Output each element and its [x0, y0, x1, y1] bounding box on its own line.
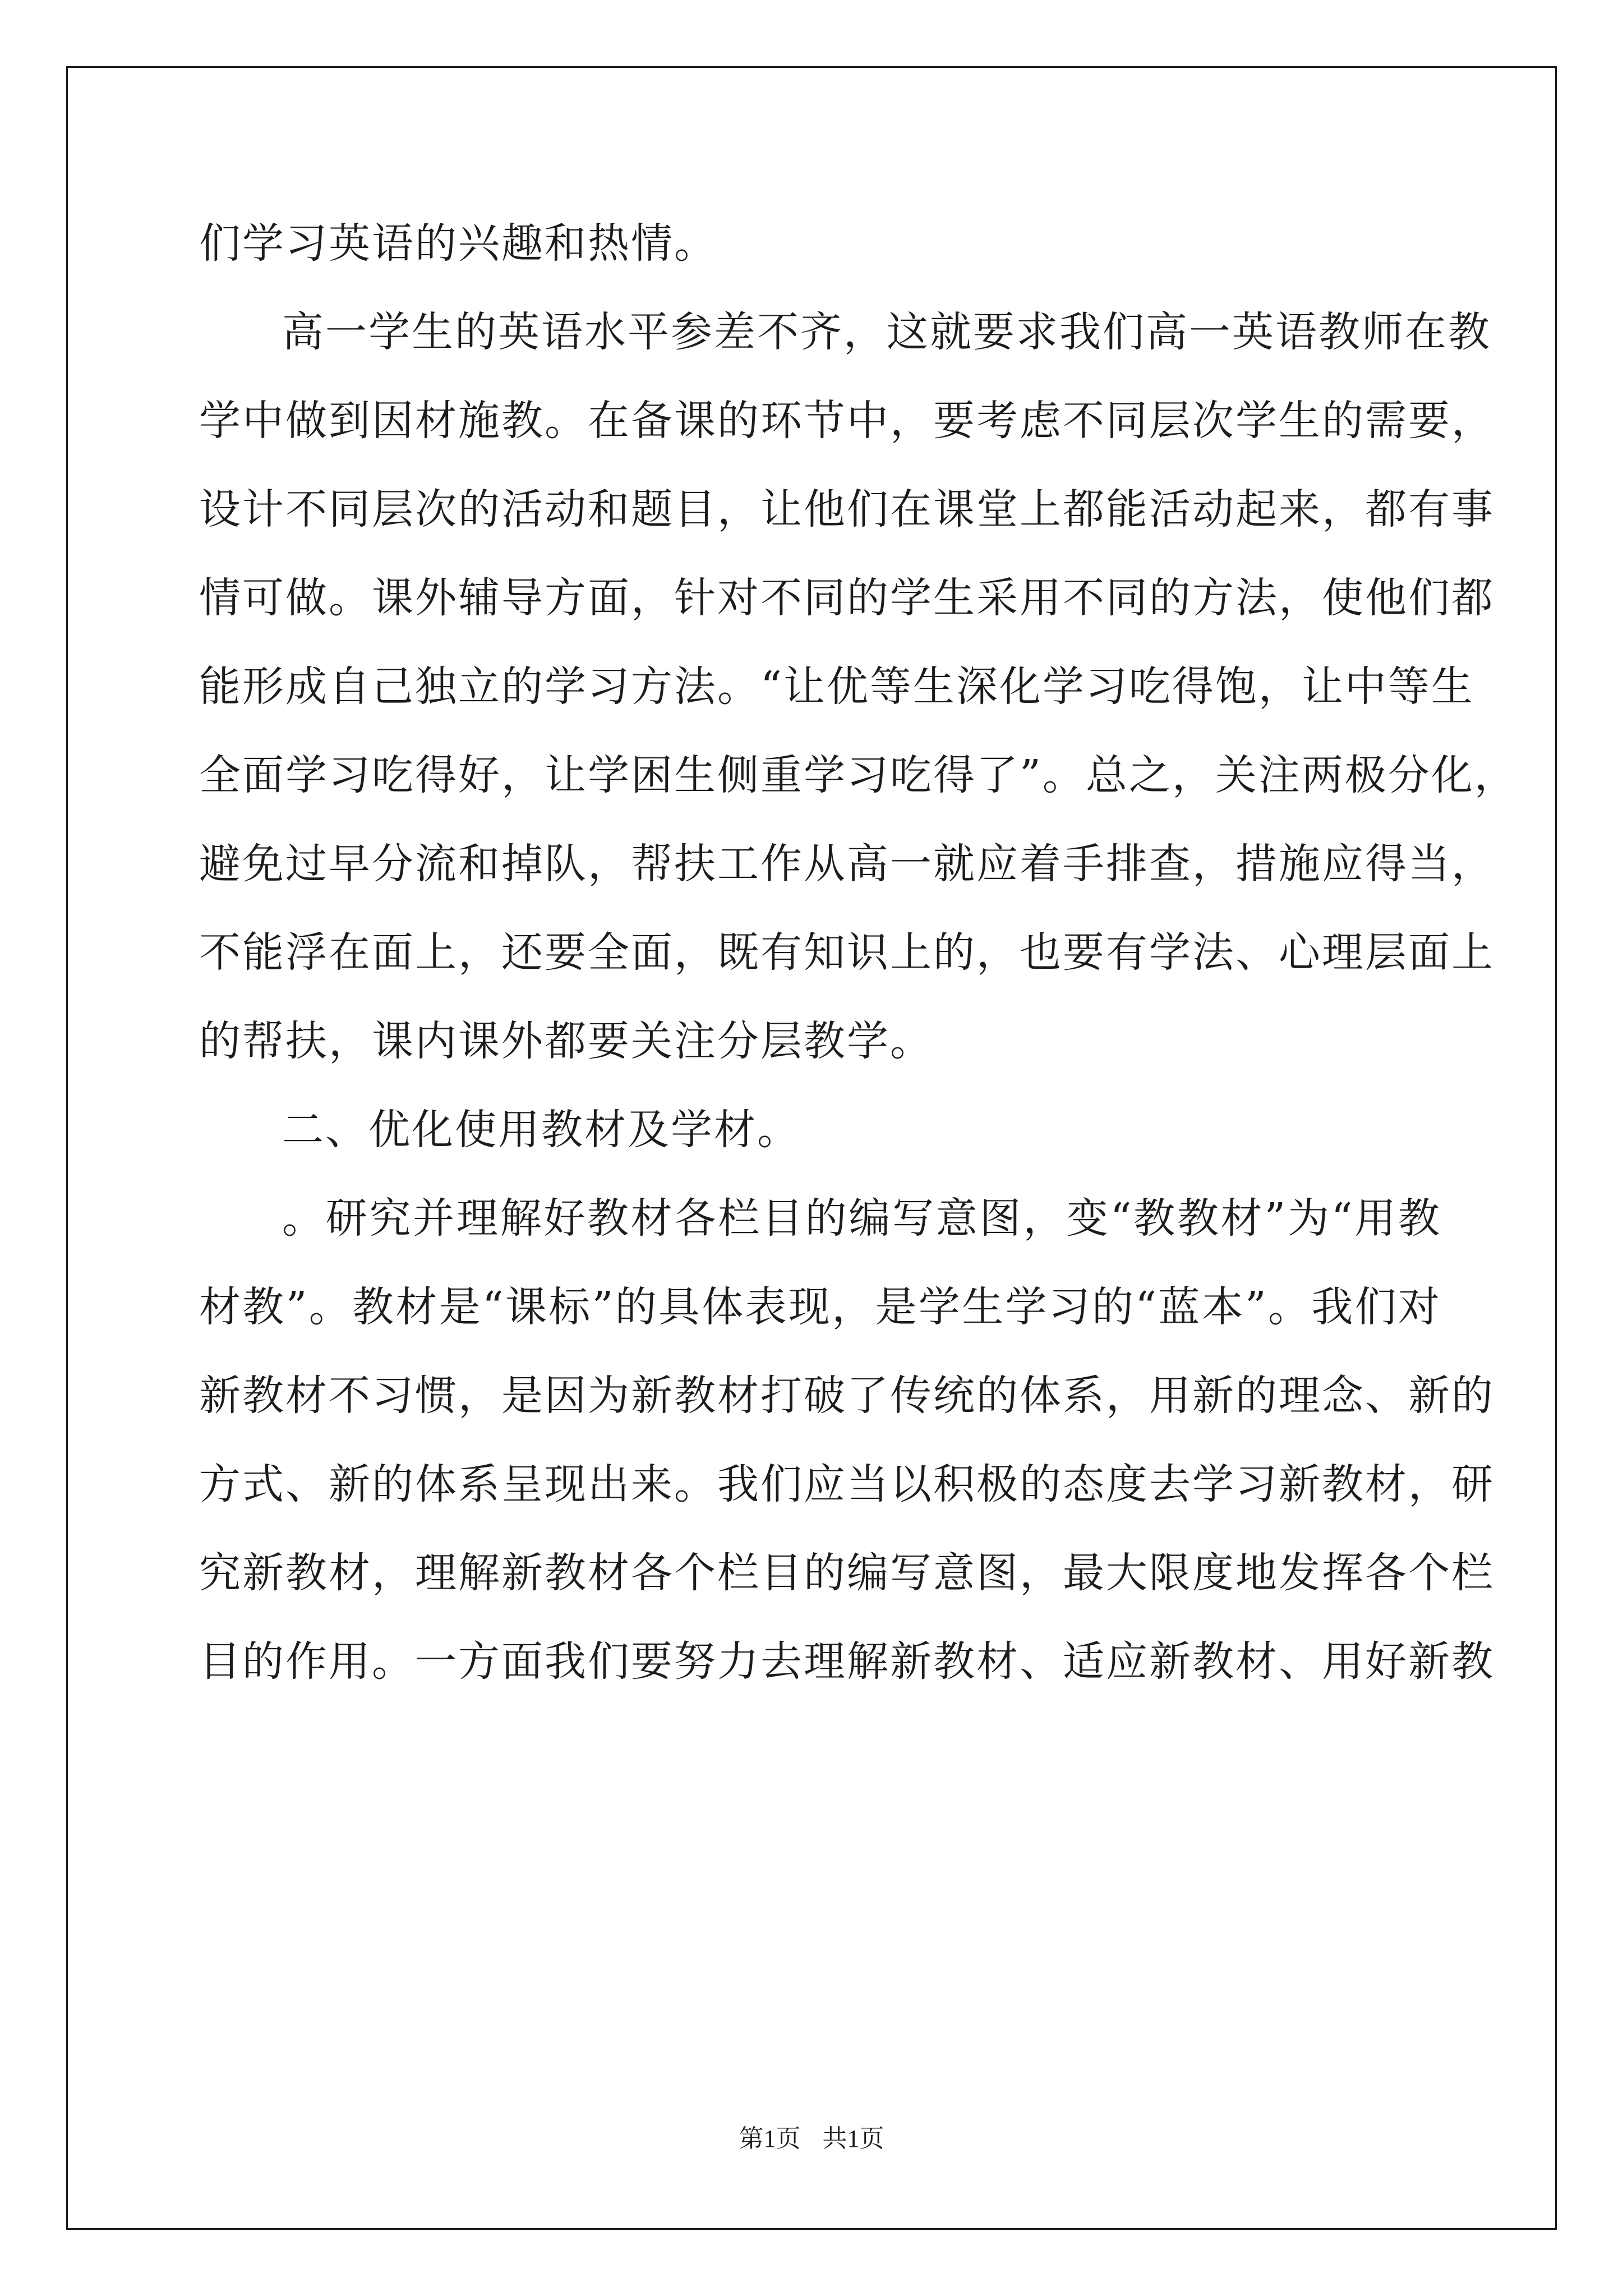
text-line: 高一学生的英语水平参差不齐，这就要求我们高一英语教师在教: [282, 308, 1491, 356]
text-line: 们学习英语的兴趣和热情。: [199, 219, 717, 268]
text-line: 学中做到因材施教。在备课的环节中，要考虑不同层次学生的需要，: [199, 397, 1495, 445]
text-line: 能形成自己独立的学习方法。“让优等生深化学习吃得饱，让中等生: [199, 662, 1474, 711]
text-line: 目的作用。一方面我们要努力去理解新教材、适应新教材、用好新教: [199, 1637, 1495, 1686]
section-heading: 二、优化使用教材及学材。: [282, 1106, 800, 1154]
text-line: 全面学习吃得好，让学困生侧重学习吃得了”。总之，关注两极分化，: [199, 751, 1518, 799]
document-body: [199, 199, 1518, 1706]
text-line: 方式、新的体系呈现出来。我们应当以积极的态度去学习新教材，研: [199, 1460, 1495, 1508]
page-number: 第1页: [739, 2125, 801, 2152]
text-line: 新教材不习惯，是因为新教材打破了传统的体系，用新的理念、新的: [199, 1372, 1495, 1420]
text-line: 材教”。教材是“课标”的具体表现，是学生学习的“蓝本”。我们对: [199, 1283, 1441, 1331]
text-line: 避免过早分流和掉队，帮扶工作从高一就应着手排查，措施应得当，: [199, 840, 1495, 888]
text-line: 情可做。课外辅导方面，针对不同的学生采用不同的方法，使他们都: [199, 574, 1495, 622]
text-line: 设计不同层次的活动和题目，让他们在课堂上都能活动起来，都有事: [199, 485, 1495, 533]
text-line: 究新教材，理解新教材各个栏目的编写意图，最大限度地发挥各个栏: [199, 1549, 1495, 1597]
text-line: 。研究并理解好教材各栏目的编写意图，变“教教材”为“用教: [282, 1194, 1441, 1243]
text-line: 的帮扶，课内课外都要关注分层教学。: [199, 1017, 933, 1065]
page-total: 共1页: [822, 2125, 884, 2152]
page-footer: [0, 2118, 1623, 2154]
text-line: 不能浮在面上，还要全面，既有知识上的，也要有学法、心理层面上: [199, 928, 1495, 977]
